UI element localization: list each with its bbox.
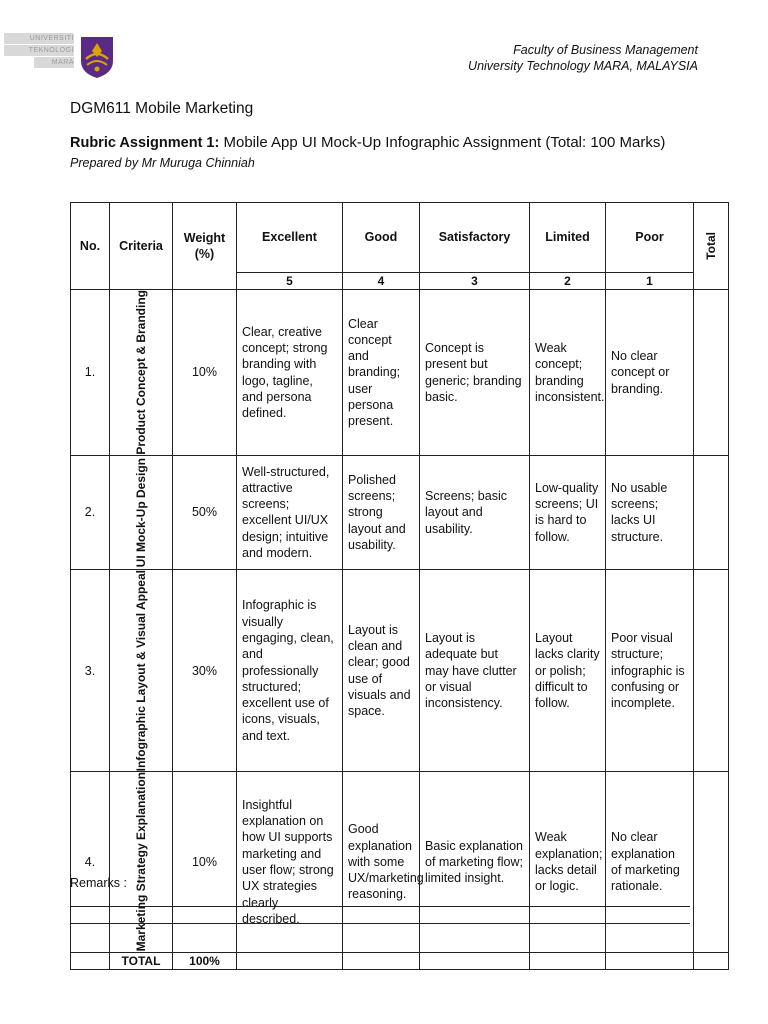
criteria-cell	[110, 569, 173, 771]
criteria-label: UI Mock-Up Design	[134, 457, 148, 568]
logo-line: MARA	[34, 57, 74, 68]
course-title: DGM611 Mobile Marketing	[70, 100, 254, 117]
criteria-cell	[110, 455, 173, 569]
score-good: 4	[343, 273, 420, 290]
good-cell: Clear concept and branding; user persona present.	[343, 290, 420, 456]
total-poor-cell	[606, 952, 694, 969]
table-row	[71, 772, 729, 952]
poor-cell: No usable screens; lacks UI structure.	[606, 455, 694, 569]
rubric-title-subtitle: Mobile App UI Mock-Up Infographic Assignment (Total: 100 Marks)	[223, 134, 666, 151]
col-head-limited: Limited	[530, 203, 606, 273]
col-head-total: Total	[703, 232, 718, 261]
total-weight: 100%	[173, 952, 237, 969]
satisfactory-cell: Concept is present but generic; branding basic.	[420, 290, 530, 456]
prepared-by: Prepared by Mr Muruga Chinniah	[70, 156, 255, 170]
university-name: University Technology MARA, MALAYSIA	[468, 59, 698, 73]
row-number: 3.	[71, 569, 110, 771]
faculty-header	[468, 42, 698, 74]
remarks-line[interactable]	[70, 906, 690, 907]
score-limited: 2	[530, 273, 606, 290]
score-excellent: 5	[237, 273, 343, 290]
weight-cell: 50%	[173, 455, 237, 569]
weight-cell: 10%	[173, 772, 237, 952]
rubric-title-lead: Rubric Assignment 1:	[70, 135, 220, 151]
excellent-cell: Insightful explanation on how UI supports marketing and user flow; strong UX strategies clearly described.	[237, 772, 343, 952]
grand-total-cell[interactable]	[694, 952, 729, 969]
col-head-no: No.	[71, 203, 110, 290]
criteria-cell	[110, 290, 173, 456]
score-satisfactory: 3	[420, 273, 530, 290]
good-cell: Layout is clean and clear; good use of visuals and space.	[343, 569, 420, 771]
poor-cell: No clear concept or branding.	[606, 290, 694, 456]
crest-icon	[78, 35, 116, 79]
total-cell[interactable]	[694, 455, 729, 569]
limited-cell: Low-quality screens; UI is hard to follow.	[530, 455, 606, 569]
criteria-label: Marketing Strategy Explanation	[134, 772, 148, 952]
total-good-cell	[343, 952, 420, 969]
total-row	[71, 952, 729, 969]
excellent-cell: Clear, creative concept; strong branding with logo, tagline, and persona defined.	[237, 290, 343, 456]
col-head-satisfactory: Satisfactory	[420, 203, 530, 273]
total-label: TOTAL	[110, 952, 173, 969]
limited-cell: Weak explanation; lacks detail or logic.	[530, 772, 606, 952]
weight-cell: 10%	[173, 290, 237, 456]
logo-wordmark	[4, 33, 74, 81]
criteria-cell	[110, 772, 173, 952]
col-head-poor: Poor	[606, 203, 694, 273]
table-row	[71, 290, 729, 456]
logo-line: UNIVERSITI	[4, 33, 74, 44]
total-excellent-cell	[237, 952, 343, 969]
good-cell: Good explanation with some UX/marketing reasoning.	[343, 772, 420, 952]
row-number: 4.	[71, 772, 110, 952]
criteria-label: Infographic Layout & Visual Appeal	[134, 569, 148, 772]
remarks-line[interactable]	[70, 923, 690, 924]
rubric-title	[70, 134, 665, 151]
criteria-label: Product Concept & Branding	[134, 290, 148, 455]
total-limited-cell	[530, 952, 606, 969]
excellent-cell: Well-structured, attractive screens; excellent UI/UX design; intuitive and modern.	[237, 455, 343, 569]
row-number: 2.	[71, 455, 110, 569]
col-head-total-cell	[694, 203, 729, 290]
table-row	[71, 569, 729, 771]
poor-cell: Poor visual structure; infographic is confusing or incomplete.	[606, 569, 694, 771]
satisfactory-cell: Screens; basic layout and usability.	[420, 455, 530, 569]
poor-cell: No clear explanation of marketing rationale.	[606, 772, 694, 952]
total-satisfactory-cell	[420, 952, 530, 969]
total-cell[interactable]	[694, 290, 729, 456]
weight-cell: 30%	[173, 569, 237, 771]
col-head-good: Good	[343, 203, 420, 273]
total-cell[interactable]	[694, 772, 729, 952]
logo-line: TEKNOLOGI	[4, 45, 74, 56]
limited-cell: Weak concept; branding inconsistent.	[530, 290, 606, 456]
row-number: 1.	[71, 290, 110, 456]
col-head-excellent: Excellent	[237, 203, 343, 273]
satisfactory-cell: Basic explanation of marketing flow; limited insight.	[420, 772, 530, 952]
faculty-name: Faculty of Business Management	[513, 43, 698, 57]
limited-cell: Layout lacks clarity or polish; difficult to follow.	[530, 569, 606, 771]
remarks-label: Remarks :	[70, 876, 127, 890]
good-cell: Polished screens; strong layout and usability.	[343, 455, 420, 569]
total-cell[interactable]	[694, 569, 729, 771]
col-head-weight: Weight (%)	[173, 203, 237, 290]
satisfactory-cell: Layout is adequate but may have clutter or visual inconsistency.	[420, 569, 530, 771]
header-row	[71, 203, 729, 273]
score-poor: 1	[606, 273, 694, 290]
rubric-table	[70, 202, 729, 970]
excellent-cell: Infographic is visually engaging, clean, and professionally structured; excellent use of icons, visuals, and text.	[237, 569, 343, 771]
total-row-blank	[71, 952, 110, 969]
col-head-criteria: Criteria	[110, 203, 173, 290]
table-row	[71, 455, 729, 569]
university-logo	[4, 33, 114, 81]
